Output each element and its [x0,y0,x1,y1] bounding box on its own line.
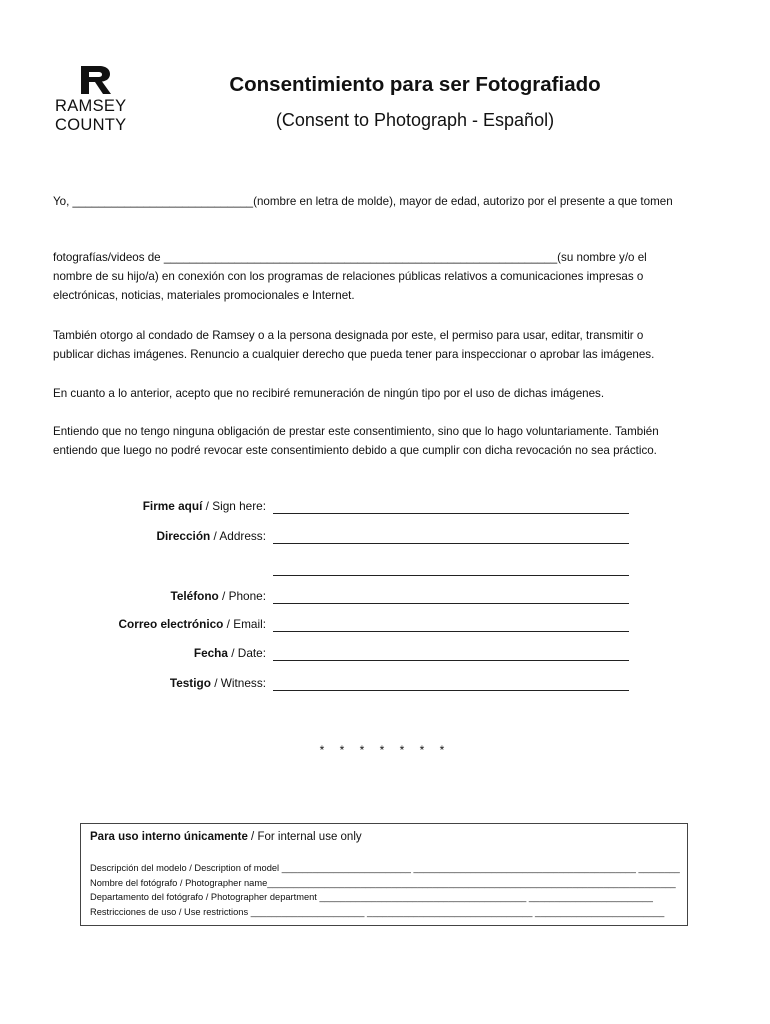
phone-label: Teléfono / Phone: [170,589,266,603]
internal-use-fields [90,861,680,919]
date-row [0,644,770,666]
address-field-2[interactable] [273,575,629,576]
ramsey-logo-icon [81,66,111,94]
address-row-2 [0,559,770,581]
address-row [0,527,770,549]
page-title: Consentimiento para ser Fotografiado [229,73,601,96]
sign-row [0,497,770,519]
page-subtitle: (Consent to Photograph - Español) [275,110,555,130]
sign-field[interactable] [273,513,629,514]
email-label: Correo electrónico / Email: [118,617,266,631]
witness-field[interactable] [273,690,629,691]
sign-label: Firme aquí / Sign here: [142,499,266,513]
address-field[interactable] [273,543,629,544]
email-row [0,615,770,637]
model-description-field[interactable]: Descripción del modelo / Description of model _________________________ ___________________________________________ ________ [90,863,680,873]
witness-label: Testigo / Witness: [169,676,266,690]
internal-use-box [80,823,688,926]
photographer-name-field[interactable]: Nombre del fotógrafo / Photographer name_______________________________________________________________________________ [90,877,676,888]
logo-text: RAMSEY COUNTY [55,97,127,134]
use-restrictions-field[interactable]: Restricciones de uso / Use restrictions ______________________ ________________________________ _________________________ [90,906,665,917]
paragraph-permission: También otorgo al condado de Ramsey o a la persona designada por este, el permiso para usar, editar, transmitir o publicar dichas imágenes. Renuncio a cualquier derecho que pueda tener para inspeccionar o aprobar las imágenes. [53,329,655,361]
paragraph-no-compensation: En cuanto a lo anterior, acepto que no recibiré remuneración de ningún tipo por el uso de dichas imágenes. [53,387,605,400]
phone-field[interactable] [273,603,629,604]
date-field[interactable] [273,660,629,661]
paragraph-name-authorization: Yo, ____________________________(nombre en letra de molde), mayor de edad, autorizo por el presente a que tomen [53,195,673,208]
section-divider: * * * * * * * [319,743,451,757]
date-label: Fecha / Date: [193,646,266,660]
address-label: Dirección / Address: [156,529,266,543]
witness-row [0,674,770,696]
photographer-department-field[interactable]: Departamento del fotógrafo / Photographer department ________________________________________ ________________________ [90,892,653,902]
paragraph-photo-usage: fotografías/videos de _____________________________________________________________(su nombre y/o el nombre de su hijo/a) en conexión con los programas de relaciones públicas relativos a comunicaciones impresas o electrónicas, noticias, materiales promocionales e Internet. [53,251,647,302]
paragraph-voluntary: Entiendo que no tengo ninguna obligación de prestar este consentimiento, sino que lo hago voluntariamente. También entiendo que luego no podré revocar este consentimiento debido a que cumplir con dicha revocación no sea práctico. [53,425,659,457]
internal-use-heading: Para uso interno únicamente / For internal use only [90,831,362,843]
email-field[interactable] [273,631,629,632]
phone-row [0,587,770,609]
